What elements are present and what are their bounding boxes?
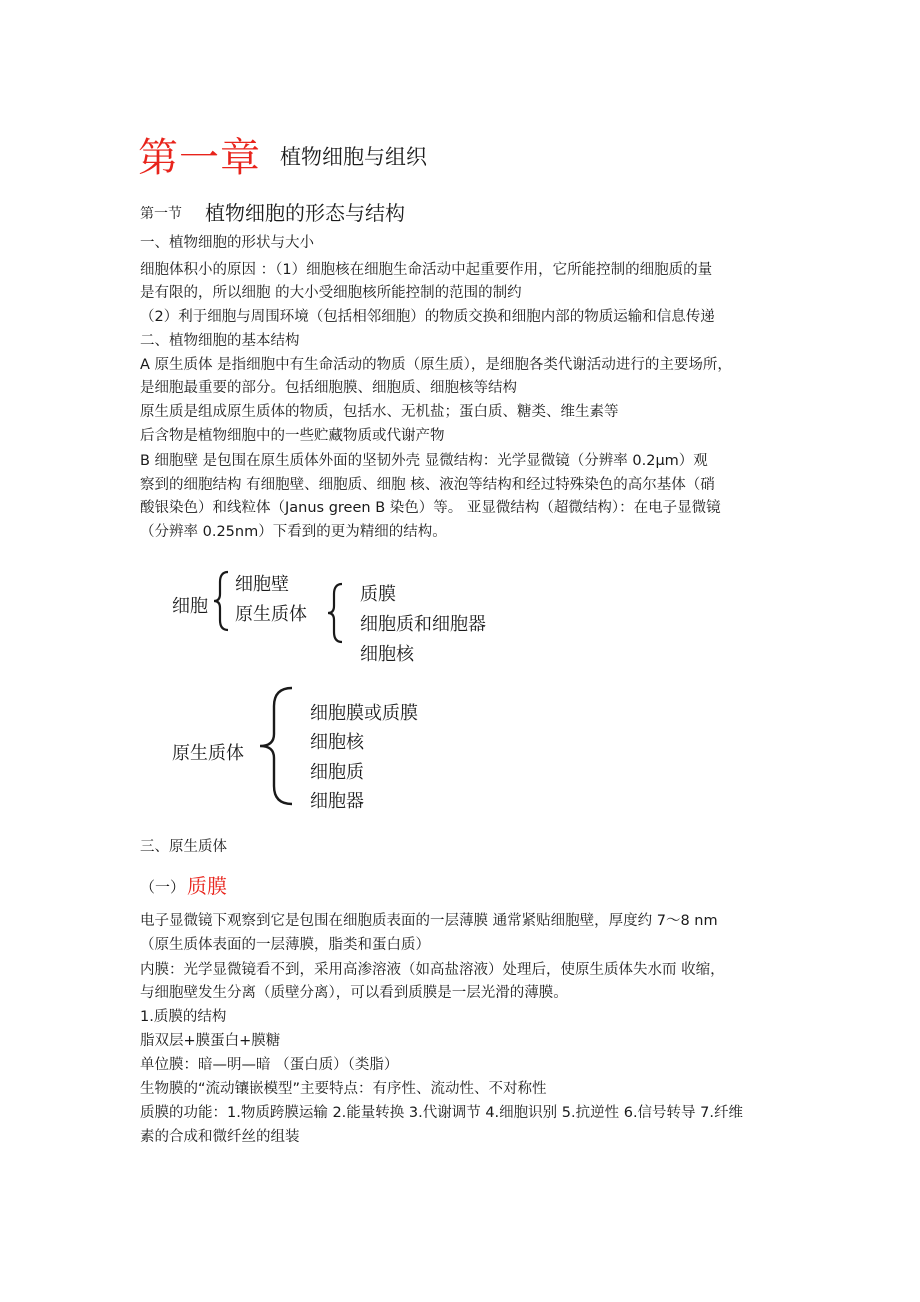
paragraph-line: 是有限的，所以细胞 的大小受细胞核所能控制的范围的制约 xyxy=(140,285,522,301)
paragraph-line: （原生质体表面的一层薄膜，脂类和蛋白质） xyxy=(140,937,430,953)
diagram2-item-nucleus: 细胞核 xyxy=(310,732,364,753)
subsection-number: （一） xyxy=(140,878,186,896)
diagram1-item-protoplast: 原生质体 xyxy=(235,604,307,625)
paragraph-line: 生物膜的“流动镶嵌模型”主要特点：有序性、流动性、不对称性 xyxy=(140,1081,547,1097)
subsection-title: 质膜 xyxy=(187,874,227,898)
part3-heading: 三、原生质体 xyxy=(140,839,227,855)
chapter-title: 植物细胞与组织 xyxy=(280,145,427,169)
paragraph-line: 原生质是组成原生质体的物质，包括水、无机盐；蛋白质、糖类、维生素等 xyxy=(140,404,619,420)
diagram1-brace-right xyxy=(326,582,346,644)
diagram2-root: 原生质体 xyxy=(172,743,244,764)
diagram1-item-cytoplasm: 细胞质和细胞器 xyxy=(360,614,486,635)
paragraph-line: 后含物是植物细胞中的一些贮藏物质或代谢产物 xyxy=(140,428,445,444)
diagram1-item-membrane: 质膜 xyxy=(360,584,396,605)
part2-heading: 二、植物细胞的基本结构 xyxy=(140,333,300,349)
paragraph-line: 内膜：光学显微镜看不到，采用高渗溶液（如高盐溶液）处理后，使原生质体失水而 收缩， xyxy=(140,962,725,978)
part1-heading: 一、植物细胞的形状与大小 xyxy=(140,235,314,251)
diagram1-root: 细胞 xyxy=(172,596,208,617)
paragraph-line: 电子显微镜下观察到它是包围在细胞质表面的一层薄膜 通常紧贴细胞壁，厚度约 7～8 nm xyxy=(140,913,718,929)
paragraph-line: 质膜的功能：1.物质跨膜运输 2.能量转换 3.代谢调节 4.细胞识别 5.抗逆性 6.信号转导 7.纤维 xyxy=(140,1105,743,1121)
diagram2-item-organelle: 细胞器 xyxy=(310,791,364,812)
diagram2-brace xyxy=(258,686,298,806)
paragraph-line: 细胞体积小的原因 ：（1）细胞核在细胞生命活动中起重要作用，它所能控制的细胞质的量 xyxy=(140,262,713,278)
paragraph-line: 酸银染色）和线粒体（Janus green B 染色）等。 亚显微结构（超微结构）：在电子显微镜 xyxy=(140,500,721,516)
paragraph-line: （2）利于细胞与周围环境（包括相邻细胞）的物质交换和细胞内部的物质运输和信息传递 xyxy=(140,309,715,325)
paragraph-line: 是细胞最重要的部分。包括细胞膜、细胞质、细胞核等结构 xyxy=(140,380,517,396)
paragraph-line: 1.质膜的结构 xyxy=(140,1009,227,1025)
paragraph-line: 素的合成和微纤丝的组装 xyxy=(140,1129,300,1145)
paragraph-line: 单位膜：暗—明—暗 （蛋白质）（类脂） xyxy=(140,1057,399,1073)
paragraph-line: 察到的细胞结构 有细胞壁、细胞质、细胞 核、液泡等结构和经过特殊染色的高尔基体（硝 xyxy=(140,477,715,493)
paragraph-line: （分辨率 0.25nm）下看到的更为精细的结构。 xyxy=(140,524,447,540)
paragraph-line: B 细胞壁 是包围在原生质体外面的坚韧外壳 显微结构：光学显微镜（分辨率 0.2μm）观 xyxy=(140,453,708,469)
diagram2-item-cytoplasm: 细胞质 xyxy=(310,762,364,783)
diagram1-item-nucleus: 细胞核 xyxy=(360,644,414,665)
chapter-number: 第一章 xyxy=(138,135,261,181)
paragraph-line: 与细胞壁发生分离（质壁分离），可以看到质膜是一层光滑的薄膜。 xyxy=(140,985,568,1001)
paragraph-line: A 原生质体 是指细胞中有生命活动的物质（原生质），是细胞各类代谢活动进行的主要场所， xyxy=(140,357,732,373)
diagram1-item-wall: 细胞壁 xyxy=(235,574,289,595)
diagram1-brace-left xyxy=(212,570,232,632)
diagram2-item-membrane: 细胞膜或质膜 xyxy=(310,703,418,724)
paragraph-line: 脂双层+膜蛋白+膜糖 xyxy=(140,1033,281,1049)
section-label: 第一节 xyxy=(140,206,182,222)
section-title: 植物细胞的形态与结构 xyxy=(205,201,405,225)
